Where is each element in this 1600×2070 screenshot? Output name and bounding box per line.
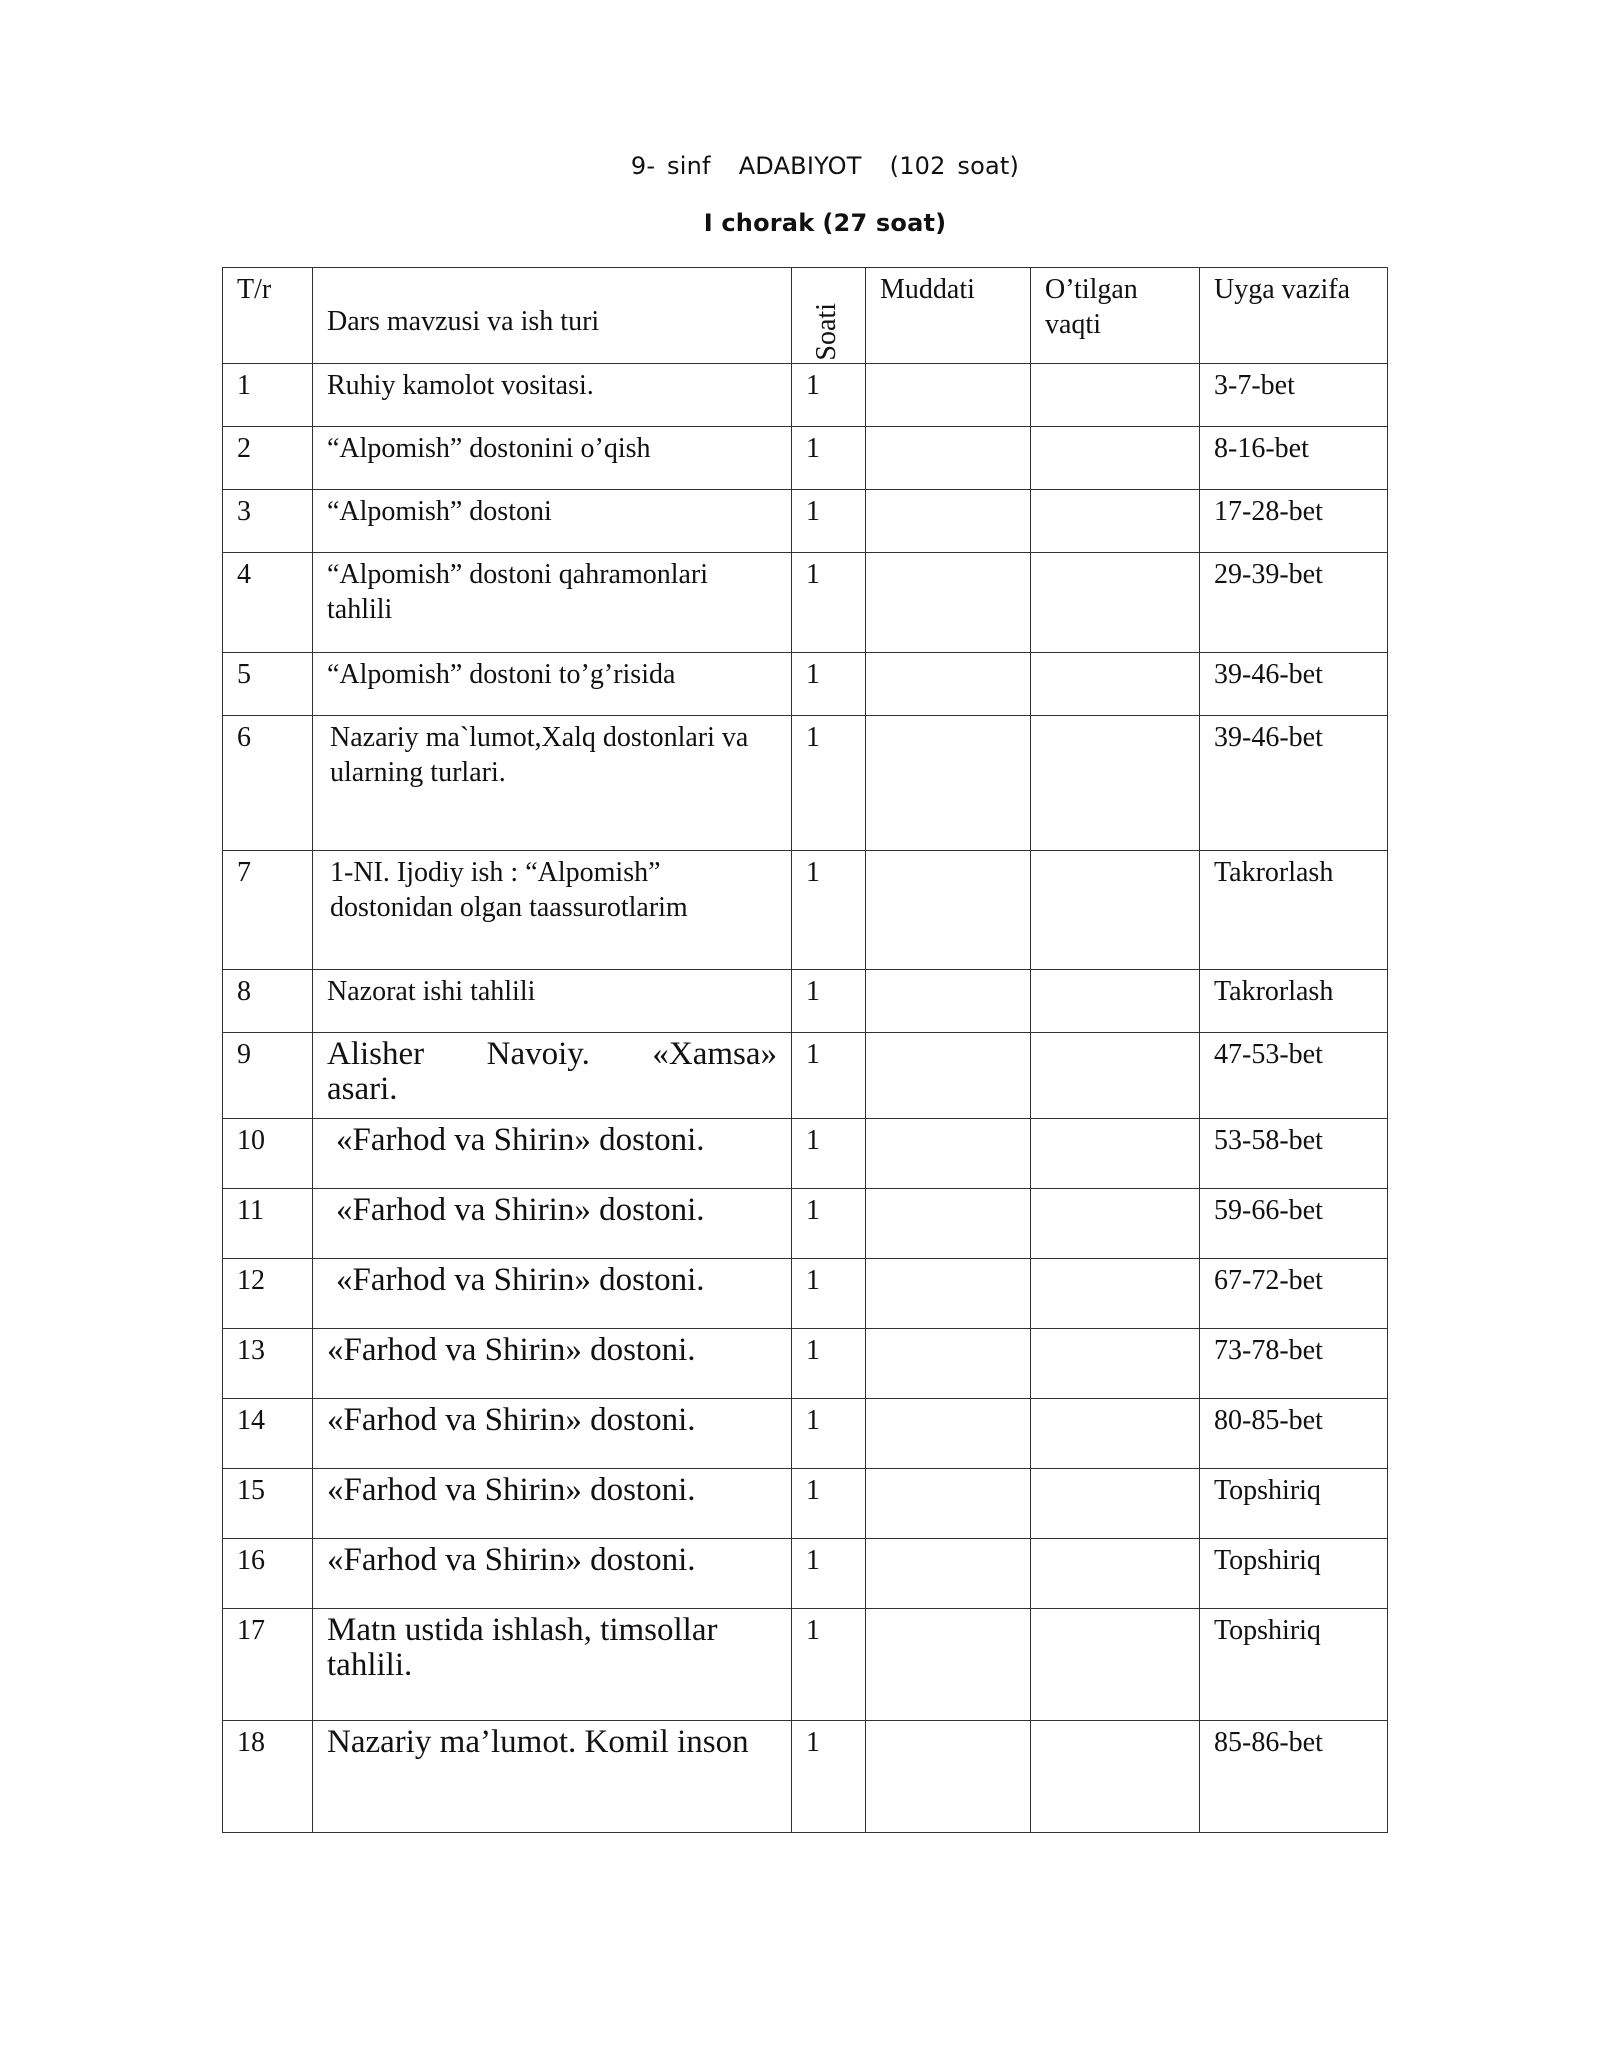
row-number: 3	[223, 490, 313, 553]
table-row	[223, 1539, 1388, 1609]
row-hours: 1	[792, 1609, 866, 1721]
row-homework: 8-16-bet	[1200, 427, 1388, 490]
row-deadline	[866, 364, 1031, 427]
row-hours: 1	[792, 553, 866, 653]
row-topic: Nazorat ishi tahlili	[313, 970, 792, 1033]
row-homework: 85-86-bet	[1200, 1721, 1388, 1833]
table-row	[223, 653, 1388, 716]
table-row	[223, 1399, 1388, 1469]
table-row	[223, 1033, 1388, 1119]
row-deadline	[866, 1033, 1031, 1119]
row-taught-time	[1031, 970, 1200, 1033]
row-deadline	[866, 1189, 1031, 1259]
row-homework: 47-53-bet	[1200, 1033, 1388, 1119]
row-deadline	[866, 851, 1031, 970]
table-row	[223, 1469, 1388, 1539]
row-hours: 1	[792, 1033, 866, 1119]
table-row	[223, 970, 1388, 1033]
row-taught-time	[1031, 1189, 1200, 1259]
row-topic: Matn ustida ishlash, timsollar tahlili.	[313, 1609, 792, 1721]
row-hours: 1	[792, 851, 866, 970]
row-number: 10	[223, 1119, 313, 1189]
row-number: 16	[223, 1539, 313, 1609]
row-deadline	[866, 490, 1031, 553]
column-header-hours	[792, 268, 866, 364]
row-taught-time	[1031, 490, 1200, 553]
table-row	[223, 427, 1388, 490]
row-taught-time	[1031, 1721, 1200, 1833]
row-topic: “Alpomish” dostoni	[313, 490, 792, 553]
row-taught-time	[1031, 1329, 1200, 1399]
column-header-taught-time: O’tilgan vaqti	[1031, 268, 1200, 364]
row-number: 5	[223, 653, 313, 716]
row-number: 13	[223, 1329, 313, 1399]
title-hours: (102 soat)	[889, 152, 1020, 180]
row-topic: «Farhod va Shirin» dostoni.	[313, 1119, 792, 1189]
row-deadline	[866, 1721, 1031, 1833]
row-homework: Topshiriq	[1200, 1609, 1388, 1721]
row-deadline	[866, 553, 1031, 653]
row-number: 2	[223, 427, 313, 490]
row-topic: Nazariy ma’lumot. Komil inson	[313, 1721, 792, 1833]
row-hours: 1	[792, 716, 866, 851]
row-homework: 80-85-bet	[1200, 1399, 1388, 1469]
column-header-number: T/r	[223, 268, 313, 364]
row-homework: 39-46-bet	[1200, 653, 1388, 716]
column-header-topic: Dars mavzusi va ish turi	[313, 268, 792, 364]
row-taught-time	[1031, 427, 1200, 490]
row-taught-time	[1031, 1119, 1200, 1189]
row-deadline	[866, 1399, 1031, 1469]
row-number: 14	[223, 1399, 313, 1469]
row-deadline	[866, 1539, 1031, 1609]
page-title	[0, 152, 1600, 180]
table-row	[223, 1609, 1388, 1721]
row-taught-time	[1031, 716, 1200, 851]
row-topic: Ruhiy kamolot vositasi.	[313, 364, 792, 427]
row-number: 4	[223, 553, 313, 653]
row-number: 15	[223, 1469, 313, 1539]
row-homework: 29-39-bet	[1200, 553, 1388, 653]
table-row	[223, 1721, 1388, 1833]
row-topic: «Farhod va Shirin» dostoni.	[313, 1259, 792, 1329]
table-row	[223, 1189, 1388, 1259]
row-number: 12	[223, 1259, 313, 1329]
page-subtitle	[0, 209, 1600, 237]
subtitle-hours: (27 soat)	[822, 209, 947, 237]
row-hours: 1	[792, 1469, 866, 1539]
row-number: 11	[223, 1189, 313, 1259]
column-header-deadline: Muddati	[866, 268, 1031, 364]
row-deadline	[866, 716, 1031, 851]
row-homework: Takrorlash	[1200, 851, 1388, 970]
table-row	[223, 716, 1388, 851]
table-row	[223, 364, 1388, 427]
title-subject: ADABIYOT	[738, 152, 862, 180]
row-taught-time	[1031, 1259, 1200, 1329]
table-header-row	[223, 268, 1388, 364]
row-topic-word: Alisher	[327, 1036, 425, 1072]
row-topic: «Farhod va Shirin» dostoni.	[313, 1189, 792, 1259]
row-homework: 73-78-bet	[1200, 1329, 1388, 1399]
row-hours: 1	[792, 1399, 866, 1469]
table-row	[223, 553, 1388, 653]
row-number: 8	[223, 970, 313, 1033]
row-number: 6	[223, 716, 313, 851]
row-taught-time	[1031, 851, 1200, 970]
row-homework: 3-7-bet	[1200, 364, 1388, 427]
row-deadline	[866, 653, 1031, 716]
row-taught-time	[1031, 553, 1200, 653]
row-topic: «Farhod va Shirin» dostoni.	[313, 1469, 792, 1539]
row-topic-word: «Xamsa»	[652, 1036, 777, 1072]
table-row	[223, 1329, 1388, 1399]
row-deadline	[866, 1329, 1031, 1399]
row-topic-word: Navoiy.	[486, 1036, 590, 1072]
row-topic: “Alpomish” dostoni to’g’risida	[313, 653, 792, 716]
row-taught-time	[1031, 364, 1200, 427]
row-topic-second-line: asari.	[327, 1071, 398, 1107]
row-taught-time	[1031, 653, 1200, 716]
row-hours: 1	[792, 1329, 866, 1399]
row-topic-first-line	[327, 1037, 777, 1072]
row-hours: 1	[792, 1721, 866, 1833]
row-deadline	[866, 1259, 1031, 1329]
table-row	[223, 1119, 1388, 1189]
row-taught-time	[1031, 1469, 1200, 1539]
row-topic: Nazariy ma`lumot,Xalq dostonlari va ularning turlari.	[313, 716, 792, 851]
row-homework: Topshiriq	[1200, 1469, 1388, 1539]
row-number: 18	[223, 1721, 313, 1833]
row-topic: 1-NI. Ijodiy ish : “Alpomish” dostonidan olgan taassurotlarim	[313, 851, 792, 970]
row-hours: 1	[792, 1119, 866, 1189]
row-homework: 53-58-bet	[1200, 1119, 1388, 1189]
row-hours: 1	[792, 1189, 866, 1259]
row-taught-time	[1031, 1399, 1200, 1469]
row-hours: 1	[792, 1539, 866, 1609]
subtitle-quarter: I chorak	[703, 209, 815, 237]
row-hours: 1	[792, 490, 866, 553]
row-topic	[313, 1033, 792, 1119]
row-taught-time	[1031, 1033, 1200, 1119]
row-topic: “Alpomish” dostonini o’qish	[313, 427, 792, 490]
row-deadline	[866, 1119, 1031, 1189]
row-hours: 1	[792, 970, 866, 1033]
row-homework: Topshiriq	[1200, 1539, 1388, 1609]
row-number: 7	[223, 851, 313, 970]
column-header-homework: Uyga vazifa	[1200, 268, 1388, 364]
row-topic: «Farhod va Shirin» dostoni.	[313, 1399, 792, 1469]
table-row	[223, 851, 1388, 970]
row-homework: 59-66-bet	[1200, 1189, 1388, 1259]
row-taught-time	[1031, 1609, 1200, 1721]
table-row	[223, 1259, 1388, 1329]
row-homework: Takrorlash	[1200, 970, 1388, 1033]
row-homework: 67-72-bet	[1200, 1259, 1388, 1329]
row-homework: 17-28-bet	[1200, 490, 1388, 553]
title-class: 9- sinf	[630, 152, 711, 180]
row-homework: 39-46-bet	[1200, 716, 1388, 851]
column-header-hours-label: Soati	[811, 303, 842, 361]
row-number: 17	[223, 1609, 313, 1721]
row-deadline	[866, 427, 1031, 490]
row-deadline	[866, 970, 1031, 1033]
row-topic: «Farhod va Shirin» dostoni.	[313, 1329, 792, 1399]
row-number: 9	[223, 1033, 313, 1119]
row-deadline	[866, 1609, 1031, 1721]
row-hours: 1	[792, 364, 866, 427]
row-hours: 1	[792, 427, 866, 490]
row-topic: “Alpomish” dostoni qahramonlari tahlili	[313, 553, 792, 653]
row-deadline	[866, 1469, 1031, 1539]
row-topic: «Farhod va Shirin» dostoni.	[313, 1539, 792, 1609]
lesson-plan-table	[222, 267, 1388, 1833]
table-row	[223, 490, 1388, 553]
row-hours: 1	[792, 653, 866, 716]
row-taught-time	[1031, 1539, 1200, 1609]
row-number: 1	[223, 364, 313, 427]
row-hours: 1	[792, 1259, 866, 1329]
